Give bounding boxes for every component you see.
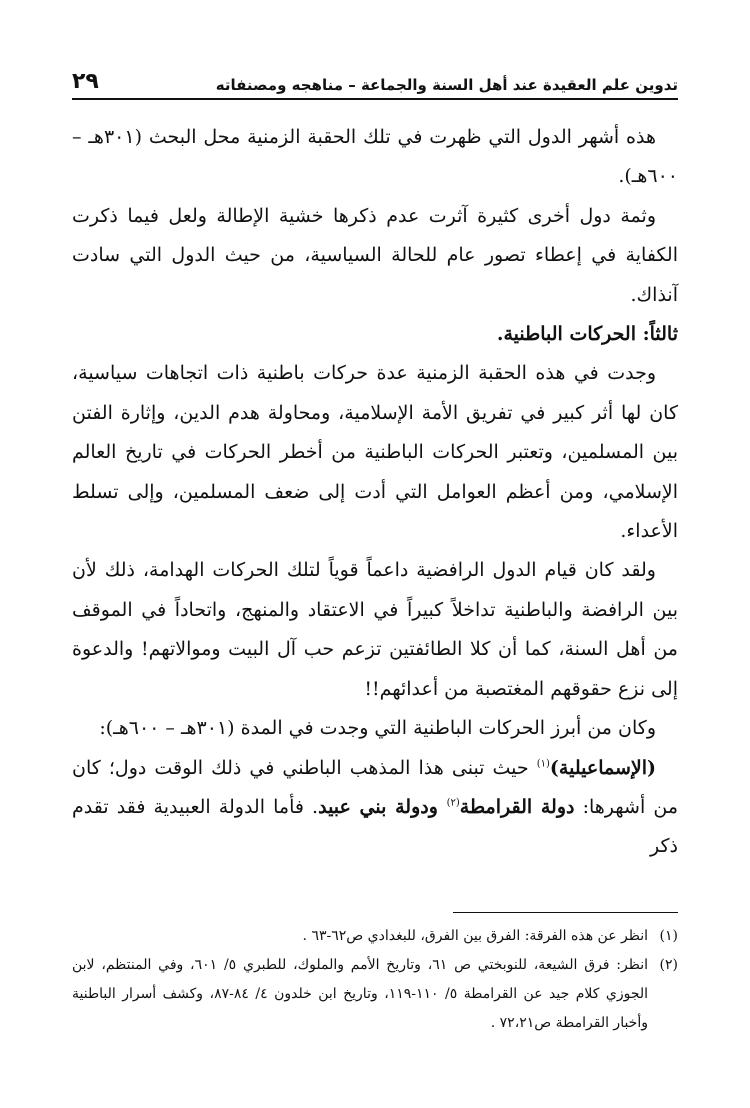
term-ismailiya: (الإسماعيلية) <box>549 756 656 779</box>
footnote-text: انظر: فرق الشيعة، للنوبختي ص ٦١، وتاريخ الأمم والملوك، للطبري ٥/ ٦٠١، وفي المنتظم، لابن الجوزي كلام جيد عن القرامطة ٥/ ١١٠-١١٩، وتاريخ ابن خلدون ٤/ ٨٤-٨٧، وكشف أسرار الباطنية وأخبار القرامطة ص٧٢،٢١ . <box>72 957 649 1031</box>
body-text <box>72 118 678 867</box>
footnote-2 <box>72 951 678 1038</box>
paragraph-5: وكان من أبرز الحركات الباطنية التي وجدت في المدة (٣٠١هـ – ٦٠٠هـ): <box>99 717 656 740</box>
paragraph-6-text-2: . فأما الدولة العبيدية فقد تقدم ذكر <box>72 795 678 858</box>
term-bani-ubaid-state: ودولة بني عبيد <box>318 795 447 818</box>
footnote-ref-2[interactable]: (٢) <box>446 797 460 809</box>
footnote-text: انظر عن هذه الفرقة: الفرق بين الفرق، للبغدادي ص٦٢-٦٣ . <box>302 928 648 944</box>
footnote-number: (١) <box>659 928 678 944</box>
footnote-1 <box>72 922 678 951</box>
footnotes <box>72 922 678 1038</box>
paragraph-2: وثمة دول أخرى كثيرة آثرت عدم ذكرها خشية الإطالة ولعل فيما ذكرت الكفاية في إعطاء تصور عام للحالة السياسية، من حيث الدول التي سادت آنذاك. <box>72 204 678 306</box>
paragraph-6-text-1: حيث تبنى هذا المذهب الباطني في ذلك الوقت دول؛ كان من أشهرها: <box>72 756 679 818</box>
page-header <box>72 64 678 94</box>
paragraph-4: ولقد كان قيام الدول الرافضية داعماً قوياً لتلك الحركات الهدامة، ذلك لأن بين الرافضة والباطنية تداخلاً كبيراً في الاعتقاد والمنهج، واتحاداً في الموقف من أهل السنة، كما أن كلا الطائفتين تزعم حب آل البيت وموالاتهم! والدعوة إلى نزع حقوقهم المغتصبة من أعدائهم!! <box>72 559 678 700</box>
section-heading-third: ثالثاً: الحركات الباطنية. <box>496 323 678 346</box>
footnote-ref-1[interactable]: (١) <box>536 758 550 770</box>
term-qaramita-state: دولة القرامطة <box>459 795 575 818</box>
running-title: تدوين علم العقيدة عند أهل السنة والجماعة – مناهجه ومصنفاته <box>215 76 678 94</box>
footnote-number: (٢) <box>659 957 678 973</box>
footnote-separator <box>453 912 678 913</box>
paragraph-3: وجدت في هذه الحقبة الزمنية عدة حركات باطنية ذات اتجاهات سياسية، كان لها أثر كبير في تفريق الأمة الإسلامية، ومحاولة هدم الدين، وإثارة الفتن بين المسلمين، وتعتبر الحركات الباطنية من أخطر الحركات في تاريخ العالم الإسلامي، ومن أعظم العوامل التي أدت إلى ضعف المسلمين، وإلى تسلط الأعداء. <box>72 362 678 543</box>
paragraph-1: هذه أشهر الدول التي ظهرت في تلك الحقبة الزمنية محل البحث (٣٠١هـ – ٦٠٠هـ). <box>72 126 678 188</box>
header-rule <box>72 98 678 100</box>
paragraph-6 <box>72 749 678 867</box>
page-number: ٢٩ <box>72 69 99 94</box>
